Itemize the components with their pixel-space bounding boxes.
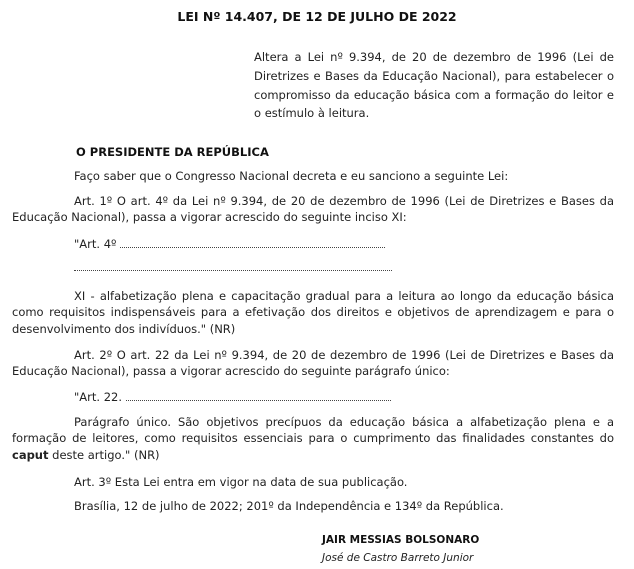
article-22-label: "Art. 22.: [74, 390, 122, 404]
inciso-xi: XI - alfabetização plena e capacitação gradual para a leitura ao longo da educação básica como requisitos indispensáveis para a efetivação dos direitos e objetivos de aprendizagem e para o desenvolvimento dos indivíduos." (NR): [12, 289, 614, 336]
article-1: Art. 1º O art. 4º da Lei nº 9.394, de 20 de dezembro de 1996 (Lei de Diretrizes e Bases da Educação Nacional), passa a vigorar acrescido do seguinte inciso XI:: [12, 194, 614, 225]
article-2: Art. 2º O art. 22 da Lei nº 9.394, de 20 de dezembro de 1996 (Lei de Diretrizes e Bases da Educação Nacional), passa a vigorar acrescido do seguinte parágrafo único:: [12, 348, 614, 379]
signatory-name: JAIR MESSIAS BOLSONARO: [322, 534, 480, 546]
law-title: LEI Nº 14.407, DE 12 DE JULHO DE 2022: [177, 9, 457, 24]
dotted-separator-line: [74, 270, 392, 271]
closing-line: Brasília, 12 de julho de 2022; 201º da Independência e 134º da República.: [74, 499, 504, 513]
article-4-quote: [12, 236, 614, 252]
dotted-leader: [126, 390, 391, 401]
paragrafo-unico-text: Parágrafo único. São objetivos precípuos da educação básica a alfabetização plena e a formação de leitores, como requisitos essenciais para o cumprimento das finalidades constantes do: [12, 415, 614, 446]
cosignatory-name: José de Castro Barreto Junior: [322, 552, 474, 564]
paragrafo-unico: [12, 414, 614, 463]
preamble-paragraph: Faço saber que o Congresso Nacional decreta e eu sanciono a seguinte Lei:: [74, 169, 509, 183]
dotted-leader: [120, 237, 385, 248]
article-22-quote: [12, 389, 614, 405]
caput-term: caput: [12, 447, 49, 462]
article-4-label: "Art. 4º: [74, 237, 117, 251]
law-summary: Altera a Lei nº 9.394, de 20 de dezembro de 1996 (Lei de Diretrizes e Bases da Educação Nacional), para estabelecer o compromisso da educação básica com a formação do leitor e o estímulo à leitura.: [254, 50, 614, 121]
paragrafo-unico-tail: deste artigo." (NR): [48, 447, 160, 462]
president-heading: O PRESIDENTE DA REPÚBLICA: [76, 145, 269, 159]
article-3: Art. 3º Esta Lei entra em vigor na data de sua publicação.: [74, 475, 408, 489]
